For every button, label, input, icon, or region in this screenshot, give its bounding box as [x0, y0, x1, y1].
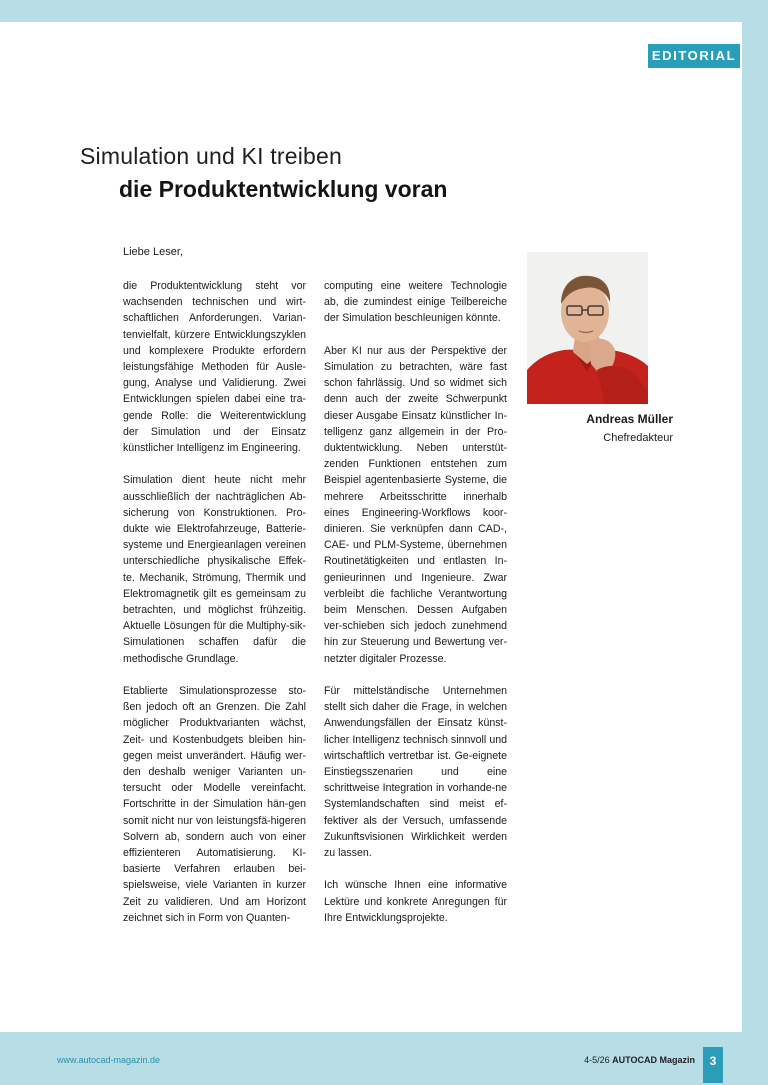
footer-issue-info — [584, 1055, 695, 1065]
paragraph: Für mittelständische Unternehmen stellt sich daher die Frage, in welchen Anwendungsfällen der Einsatz künst-licher Intelligenz technisch sinnvoll und wirtschaftlich vertretbar ist. Ge-eignete Einstiegsszenarien und eine schrittweise Integration in vorhande-ne Systemlandschaften sind meist ef-fektiver als der Versuch, umfassende Zukunftsvisionen Wirklichkeit werden zu lassen. — [324, 685, 507, 860]
headline-line-2: die Produktentwicklung voran — [119, 176, 448, 202]
top-border — [0, 0, 768, 22]
section-tab: EDITORIAL — [648, 44, 740, 68]
paragraph: Aber KI nur aus der Perspektive der Simulation zu betrachten, wäre fast schon fahrlässig. Und so widmet sich denn auch der zweite Schwerpunkt dieser Ausgabe Einsatz künstlicher In-telligenz ganz allgemein in der Pro-duktentwicklung. Neben unterstüt-zenden Funktionen entstehen zum Beispiel agentenbasierte Systeme, die mehrere Arbeitsschritte innerhalb eines Engineering-Workflows koor-dinieren. Sie verknüpfen dann CAD-, CAE- und PLM-Systeme, übernehmen Routinetätigkeiten und entlasten In-genieurinnen und Ingenieure. Zwar verbleibt die fachliche Verantwortung beim Menschen. Dessen Aufgaben ver-schieben sich jedoch zunehmend hin zur Steuerung und Bewertung ver-netzter digitaler Prozesse. — [324, 344, 507, 665]
author-portrait — [527, 252, 648, 404]
paragraph: die Produktentwicklung steht vor wachsenden technischen und wirt-schaftlichen Anforderungen. Varian-tenvielfalt, kürzere Entwicklungszyklen und komplexere Produkte erfordern leistungsfähige Methoden für Ausle-gung, Analyse und Validierung. Zwei Entwicklungen spielen dabei eine tra-gende Rolle: die Weiterentwicklung der Simulation und der Einsatz künstlicher Intelligenz im Engineering. — [123, 280, 306, 455]
issue-number: 4-5/26 — [584, 1055, 610, 1065]
right-border — [742, 0, 768, 1085]
paragraph: Etablierte Simulationsprozesse sto-ßen jedoch oft an Grenzen. Die Zahl möglicher Produktvarianten wächst, Zeit- und Kostenbudgets bleiben hin-gegen meist unverändert. Häufig wer-den deshalb weniger Varianten un-tersucht oder Modelle vereinfacht. Fortschritte in der Simulation hän-gen somit nicht nur von leistungsfä-higeren Solvern ab, sondern auch von einer effizienteren Automatisierung. KI-basierte Verfahren erlauben bei-spielsweise, viele Varianten in kurzer Zeit zu validieren. Und am Horizont zeichnet sich in Form von Quanten- — [123, 685, 306, 924]
paragraph: computing eine weitere Technologie ab, die zumindest einige Teilbereiche der Simulation beschleunigen könnte. — [324, 280, 507, 325]
headline-line-1: Simulation und KI treiben — [80, 143, 342, 169]
page-number: 3 — [703, 1047, 723, 1083]
paragraph: Ich wünsche Ihnen eine informative Lektüre und konkrete Anregungen für Ihre Entwicklungsprojekte. — [324, 879, 507, 924]
salutation: Liebe Leser, — [123, 246, 183, 258]
text-column-1 — [123, 278, 306, 942]
author-role: Chefredakteur — [603, 432, 673, 444]
magazine-name: AUTOCAD Magazin — [612, 1055, 695, 1065]
portrait-illustration — [527, 252, 648, 404]
footer-url[interactable]: www.autocad-magazin.de — [57, 1055, 161, 1065]
author-name: Andreas Müller — [586, 412, 673, 426]
text-column-2 — [324, 278, 507, 942]
paragraph: Simulation dient heute nicht mehr ausschließlich der nachträglichen Ab-sicherung von Konstruktionen. Pro-dukte wie Elektrofahrzeuge, Batterie-systeme und Energieanlagen vereinen unterschiedliche physikalische Effek-te. Mechanik, Strömung, Thermik und Elektromagnetik gilt es gemeinsam zu betrachten, und möglichst frühzeitig. Aktuelle Lösungen für die Multiphy-sik-Simulationen schaffen dafür die methodische Grundlage. — [123, 474, 306, 665]
